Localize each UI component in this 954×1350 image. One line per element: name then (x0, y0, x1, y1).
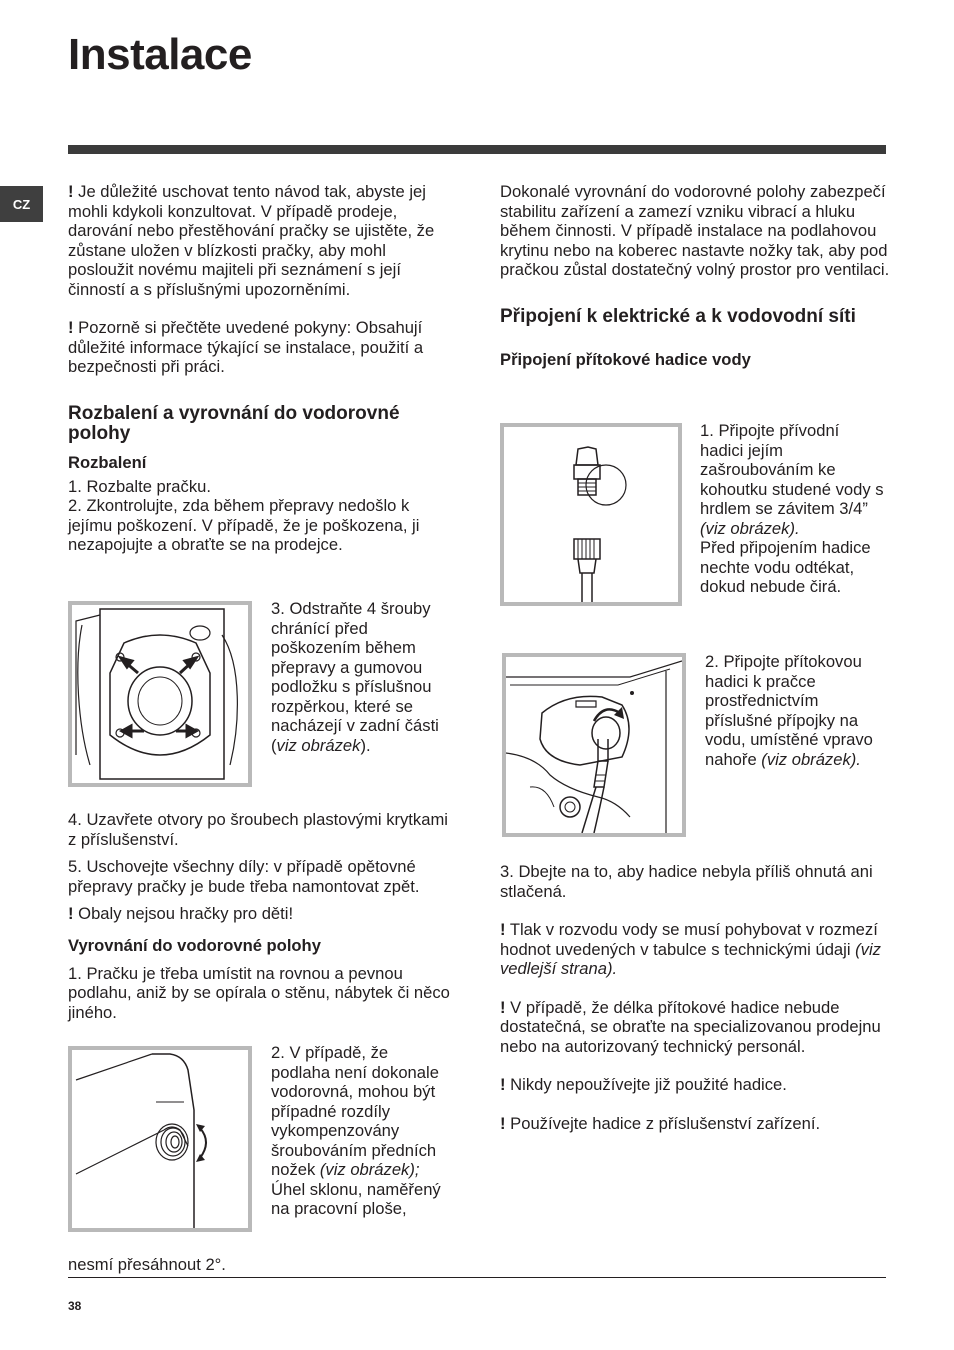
unpack-step-5: 5. Uschovejte všechny díly: v případě opětovné přepravy pračky je bude třeba namontovat zpět. (68, 857, 420, 896)
hose-step-2: 2. Připojte přítokovou hadici k pračce prostřednictvím příslušné přípojky na vodu, umístěné vpravo nahoře (viz obrázek). (705, 652, 873, 769)
warning-icon: ! (68, 904, 74, 923)
footer-rule (68, 1277, 886, 1278)
warning-note-read: ! Pozorně si přečtěte uvedené pokyny: Obsahují důležité informace týkající se instalace, použití a bezpečnosti při práci. (68, 318, 424, 376)
unpack-step-1: 1. Rozbalte pračku. (68, 476, 211, 496)
warning-note-packaging: ! Obaly nejsou hračky pro děti! (68, 904, 294, 923)
level-step-2-end: nesmí přesáhnout 2°. (68, 1255, 226, 1274)
figure-adjustable-foot (68, 1046, 252, 1232)
warning-note-pressure: ! Tlak v rozvodu vody se musí pohybovat v rozmezí hodnot uvedených v tabulce s technickými údaji (viz vedlejší strana). (500, 920, 881, 978)
header-rule (68, 145, 886, 154)
warning-icon: ! (68, 318, 74, 337)
warning-note-manual: ! Je důležité uschovat tento návod tak, abyste jej mohli kdykoli konzultovat. V případě prodeje, darování nebo přestěhování pračky se ujistěte, že zůstane uložen v blízkosti pračky, aby mohl posloužit novému majiteli při seznámení s její činností a s příslušnými upozorněními. (68, 182, 435, 299)
figure-tap-hose (500, 423, 682, 606)
left-column-top (68, 182, 450, 555)
hose-step-1: 1. Připojte přívodní hadici jejím zašroubováním ke kohoutku studené vody s hrdlem se závitem 3/4” (viz obrázek). Před připojením hadice nechte vodu odtékat, dokud nebude čirá. (700, 421, 884, 596)
page-number: 38 (68, 1299, 82, 1313)
warning-icon: ! (500, 997, 506, 1017)
unpack-step-3: 3. Odstraňte 4 šrouby chránící před poškozením během přepravy a gumovou podložku s příslušnou rozpěrkou, které se nacházejí v zadní části (viz obrázek). (271, 599, 439, 755)
warning-icon: ! (500, 920, 506, 939)
subheading-leveling: Vyrovnání do vodorovné polohy (68, 935, 321, 955)
unpack-step-4: 4. Uzavřete otvory po šroubech plastovými krytkami z příslušenství. (68, 810, 448, 849)
warning-icon: ! (500, 1075, 506, 1094)
section-heading-connection: Připojení k elektrické a k vodovodní síti (500, 305, 856, 327)
warning-note-used-hoses: ! Nikdy nepoužívejte již použité hadice. (500, 1075, 787, 1094)
level-step-2: 2. V případě, že podlaha není dokonale vodorovná, mohou být případné rozdíly vykompenzovány šroubováním předních nožek (viz obrázek); Úhel sklonu, naměřený na pracovní ploše, (271, 1043, 441, 1218)
right-column-bottom (500, 862, 890, 1133)
figure-washer-inlet (502, 653, 686, 837)
warning-icon: ! (68, 182, 74, 201)
right-column-top (500, 182, 890, 369)
washer-back-illustration (72, 605, 248, 783)
subheading-unpacking: Rozbalení (68, 452, 147, 472)
tap-hose-illustration (504, 427, 678, 602)
adjustable-foot-illustration (72, 1050, 248, 1228)
level-step-1: 1. Pračku je třeba umístit na rovnou a pevnou podlahu, aniž by se opírala o stěnu, nábytek či něco jiného. (68, 963, 450, 1022)
subheading-inlet-hose: Připojení přítokové hadice vody (500, 349, 751, 369)
warning-icon: ! (500, 1113, 506, 1133)
section-heading-unpacking: Rozbalení a vyrovnání do vodorovné polohy (68, 402, 400, 444)
warning-note-hose-length: ! V případě, že délka přítokové hadice nebude dostatečná, se obraťte na specializovanou prodejnu nebo na autorizovaný technický personál. (500, 997, 881, 1056)
unpack-step-2: 2. Zkontrolujte, zda během přepravy nedošlo k jejímu poškození. V případě, že je poškozena, ji nezapojujte a obraťte se na prodejce. (68, 496, 420, 554)
leveling-intro: Dokonalé vyrovnání do vodorovné polohy zabezpečí stabilitu zařízení a zamezí vzniku vibrací a hluku během činnosti. V případě instalace na podlahovou krytinu nebo na koberec nastavte nožky tak, aby pod pračkou zůstal dostatečný volný prostor pro ventilaci. (500, 182, 890, 279)
washer-inlet-illustration (506, 657, 682, 833)
warning-note-accessory-hoses: ! Používejte hadice z příslušenství zařízení. (500, 1113, 821, 1133)
figure-washer-back (68, 601, 252, 787)
left-column-middle (68, 810, 450, 1022)
hose-step-3: 3. Dbejte na to, aby hadice nebyla příliš ohnutá ani stlačená. (500, 862, 873, 901)
page-title: Instalace (68, 30, 252, 79)
language-tab: CZ (0, 186, 43, 222)
